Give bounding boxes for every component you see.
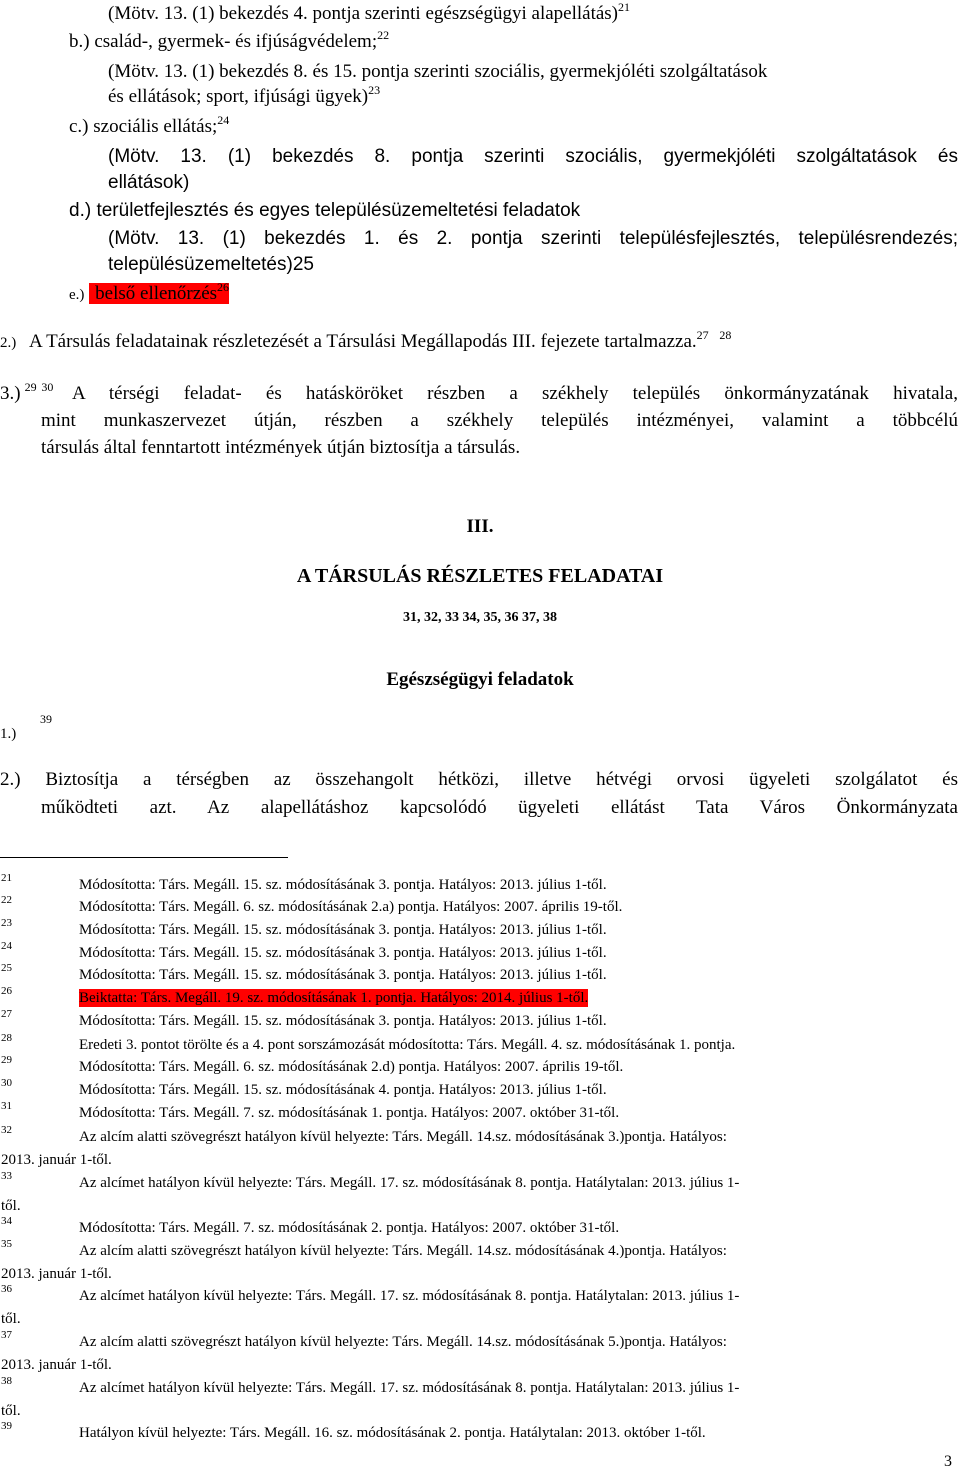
footnote-text-continued: től. xyxy=(1,1311,21,1327)
paragraph-3-line: A térségi feladat- és hatásköröket részben a székhely település önkormányzatának hivatala, xyxy=(72,383,958,404)
footnote-separator xyxy=(0,857,288,858)
footnote-number: 21 xyxy=(1,872,12,884)
footnote-text: Módosította: Társ. Megáll. 6. sz. módosításának 2.d) pontja. Hatályos: 2007. április 19-től. xyxy=(79,1059,624,1075)
footnote-number: 39 xyxy=(1,1420,12,1432)
footnote-number: 30 xyxy=(1,1077,12,1089)
section-title: A TÁRSULÁS RÉSZLETES FELADATAI xyxy=(296,565,664,587)
paragraph-2: 2.) A Társulás feladatainak részletezését a Társulási Megállapodás III. fejezete tartalmazza.$^{27}$ $^{28}$ xyxy=(0,328,732,352)
section-subtitle: Egészségügyi feladatok xyxy=(386,669,574,690)
item-1: 1.) xyxy=(0,726,17,742)
footnote-text-continued: 2013. január 1-től. xyxy=(1,1357,112,1373)
footnote-ref[interactable]: 39 xyxy=(40,712,52,726)
footnote-ref[interactable]: 28 xyxy=(719,328,732,342)
list-line: (Mötv. 13. (1) bekezdés 1. és 2. pontja szerinti településfejlesztés, településrendezés; xyxy=(108,228,958,249)
section-footnote-refs[interactable]: 31, 32, 33 34, 35, 36 37, 38 xyxy=(403,610,557,625)
footnote-text: Az alcím alatti szövegrészt hatályon kívül helyezte: Társ. Megáll. 14.sz. módosításának 3.)pontja. Hatályos: xyxy=(79,1129,727,1145)
footnote-number: 22 xyxy=(1,894,12,906)
footnote-text: Módosította: Társ. Megáll. 15. sz. módosításának 3. pontja. Hatályos: 2013. július 1-től. xyxy=(79,967,607,983)
highlighted-text: belső ellenőrzés$^{26}$ xyxy=(89,283,229,304)
footnote-number: 38 xyxy=(1,1375,12,1387)
list-line: c.) szociális ellátás;$^{24}$ xyxy=(69,113,230,137)
footnote-ref[interactable]: 30 xyxy=(41,380,54,394)
footnote-text: Eredeti 3. pontot törölte és a 4. pont sorszámozását módosította: Társ. Megáll. 4. sz. módosításának 1. pontja. xyxy=(79,1037,736,1053)
footnote-text: Módosította: Társ. Megáll. 7. sz. módosításának 2. pontja. Hatályos: 2007. október 31-től. xyxy=(79,1220,620,1236)
item-2-line: 2.) Biztosítja a térségben az összehangolt hétközi, illetve hétvégi orvosi ügyeleti szolgálatot és xyxy=(0,769,958,790)
footnote-ref[interactable]: 22 xyxy=(377,28,390,42)
footnote-text: Módosította: Társ. Megáll. 15. sz. módosításának 3. pontja. Hatályos: 2013. július 1-től. xyxy=(79,945,607,961)
footnote-number: 34 xyxy=(1,1215,12,1227)
paragraph-3-line: mint munkaszervezet útján, részben a székhely település intézményei, valamint a többcélú xyxy=(41,410,958,431)
footnote-number: 33 xyxy=(1,1170,12,1182)
footnote-text: Hatályon kívül helyezte: Társ. Megáll. 16. sz. módosításának 2. pontja. Hatálytalan: 2013. október 1-től. xyxy=(79,1425,706,1441)
footnote-text: Módosította: Társ. Megáll. 15. sz. módosításának 3. pontja. Hatályos: 2013. július 1-től. xyxy=(79,922,607,938)
paragraph-3-line: társulás által fenntartott intézmények útján biztosítja a társulás. xyxy=(41,437,521,458)
list-line: e.) belső ellenőrzés$^{26}$ xyxy=(69,280,230,304)
footnote-text: Módosította: Társ. Megáll. 15. sz. módosításának 3. pontja. Hatályos: 2013. július 1-től. xyxy=(79,877,607,893)
footnote-ref[interactable]: 21 xyxy=(618,0,631,14)
footnote-number: 26 xyxy=(1,985,12,997)
footnote-text: Módosította: Társ. Megáll. 15. sz. módosításának 4. pontja. Hatályos: 2013. július 1-től. xyxy=(79,1082,607,1098)
footnote-number: 24 xyxy=(1,940,12,952)
footnote-text: Módosította: Társ. Megáll. 15. sz. módosításának 3. pontja. Hatályos: 2013. július 1-től. xyxy=(79,1013,607,1029)
footnote-number: 32 xyxy=(1,1124,12,1136)
footnote-text-continued: től. xyxy=(1,1198,21,1214)
footnote-number: 23 xyxy=(1,917,12,929)
footnote-number: 28 xyxy=(1,1032,12,1044)
footnote-text: Az alcím alatti szövegrészt hatályon kívül helyezte: Társ. Megáll. 14.sz. módosításának 5.)pontja. Hatályos: xyxy=(79,1334,727,1350)
list-line: településüzemeltetés)25 xyxy=(108,254,314,275)
footnote-text: Az alcímet hatályon kívül helyezte: Társ. Megáll. 17. sz. módosításának 8. pontja. Hatálytalan: 2013. július 1- xyxy=(79,1380,740,1396)
page-number: 3 xyxy=(944,1453,952,1470)
footnote-text: Módosította: Társ. Megáll. 6. sz. módosításának 2.a) pontja. Hatályos: 2007. április 19-től. xyxy=(79,899,623,915)
list-line: (Mötv. 13. (1) bekezdés 4. pontja szerinti egészségügyi alapellátás)$^{21}$ xyxy=(108,0,631,24)
footnote-text-continued: től. xyxy=(1,1403,21,1419)
list-line: d.) területfejlesztés és egyes településüzemeltetési feladatok xyxy=(69,200,581,221)
footnote-ref[interactable]: 29 xyxy=(24,380,37,394)
footnote-text-continued: 2013. január 1-től. xyxy=(1,1152,112,1168)
footnote-number: 35 xyxy=(1,1238,12,1250)
footnote-text: Az alcímet hatályon kívül helyezte: Társ. Megáll. 17. sz. módosításának 8. pontja. Hatálytalan: 2013. július 1- xyxy=(79,1288,740,1304)
footnote-ref[interactable]: 23 xyxy=(368,83,381,97)
list-line: ellátások) xyxy=(108,172,190,193)
list-line: (Mötv. 13. (1) bekezdés 8. és 15. pontja szerinti szociális, gyermekjóléti szolgáltatások xyxy=(108,61,768,82)
list-line: (Mötv. 13. (1) bekezdés 8. pontja szerinti szociális, gyermekjóléti szolgáltatások és xyxy=(108,146,958,167)
footnote-number: 37 xyxy=(1,1329,12,1341)
item-2-line: működteti azt. Az alapellátáshoz kapcsolódó ügyeleti ellátást Tata Város Önkormányzata xyxy=(41,797,958,818)
footnote-number: 31 xyxy=(1,1100,12,1112)
footnote-text: Módosította: Társ. Megáll. 7. sz. módosításának 1. pontja. Hatályos: 2007. október 31-től. xyxy=(79,1105,620,1121)
footnote-text: Az alcímet hatályon kívül helyezte: Társ. Megáll. 17. sz. módosításának 8. pontja. Hatálytalan: 2013. július 1- xyxy=(79,1175,740,1191)
footnote-text-highlighted: Beiktatta: Társ. Megáll. 19. sz. módosításának 1. pontja. Hatályos: 2014. július 1-től. xyxy=(79,990,589,1006)
footnote-ref[interactable]: 26 xyxy=(217,280,230,294)
footnote-text: Az alcím alatti szövegrészt hatályon kívül helyezte: Társ. Megáll. 14.sz. módosításának 4.)pontja. Hatályos: xyxy=(79,1243,727,1259)
footnote-ref[interactable]: 27 xyxy=(696,328,709,342)
footnote-text-continued: 2013. január 1-től. xyxy=(1,1266,112,1282)
footnote-number: 25 xyxy=(1,962,12,974)
section-number: III. xyxy=(466,516,494,537)
footnote-ref[interactable]: 24 xyxy=(217,113,230,127)
list-line: és ellátások; sport, ifjúsági ügyek)$^{23}$ xyxy=(108,83,381,107)
paragraph-3: 3.) $^{29}$ $^{30}$ xyxy=(0,380,54,404)
footnote-number: 27 xyxy=(1,1008,12,1020)
footnote-number: 36 xyxy=(1,1283,12,1295)
footnote-number: 29 xyxy=(1,1054,12,1066)
list-line: b.) család-, gyermek- és ifjúságvédelem;$^{22}$ xyxy=(69,28,390,52)
